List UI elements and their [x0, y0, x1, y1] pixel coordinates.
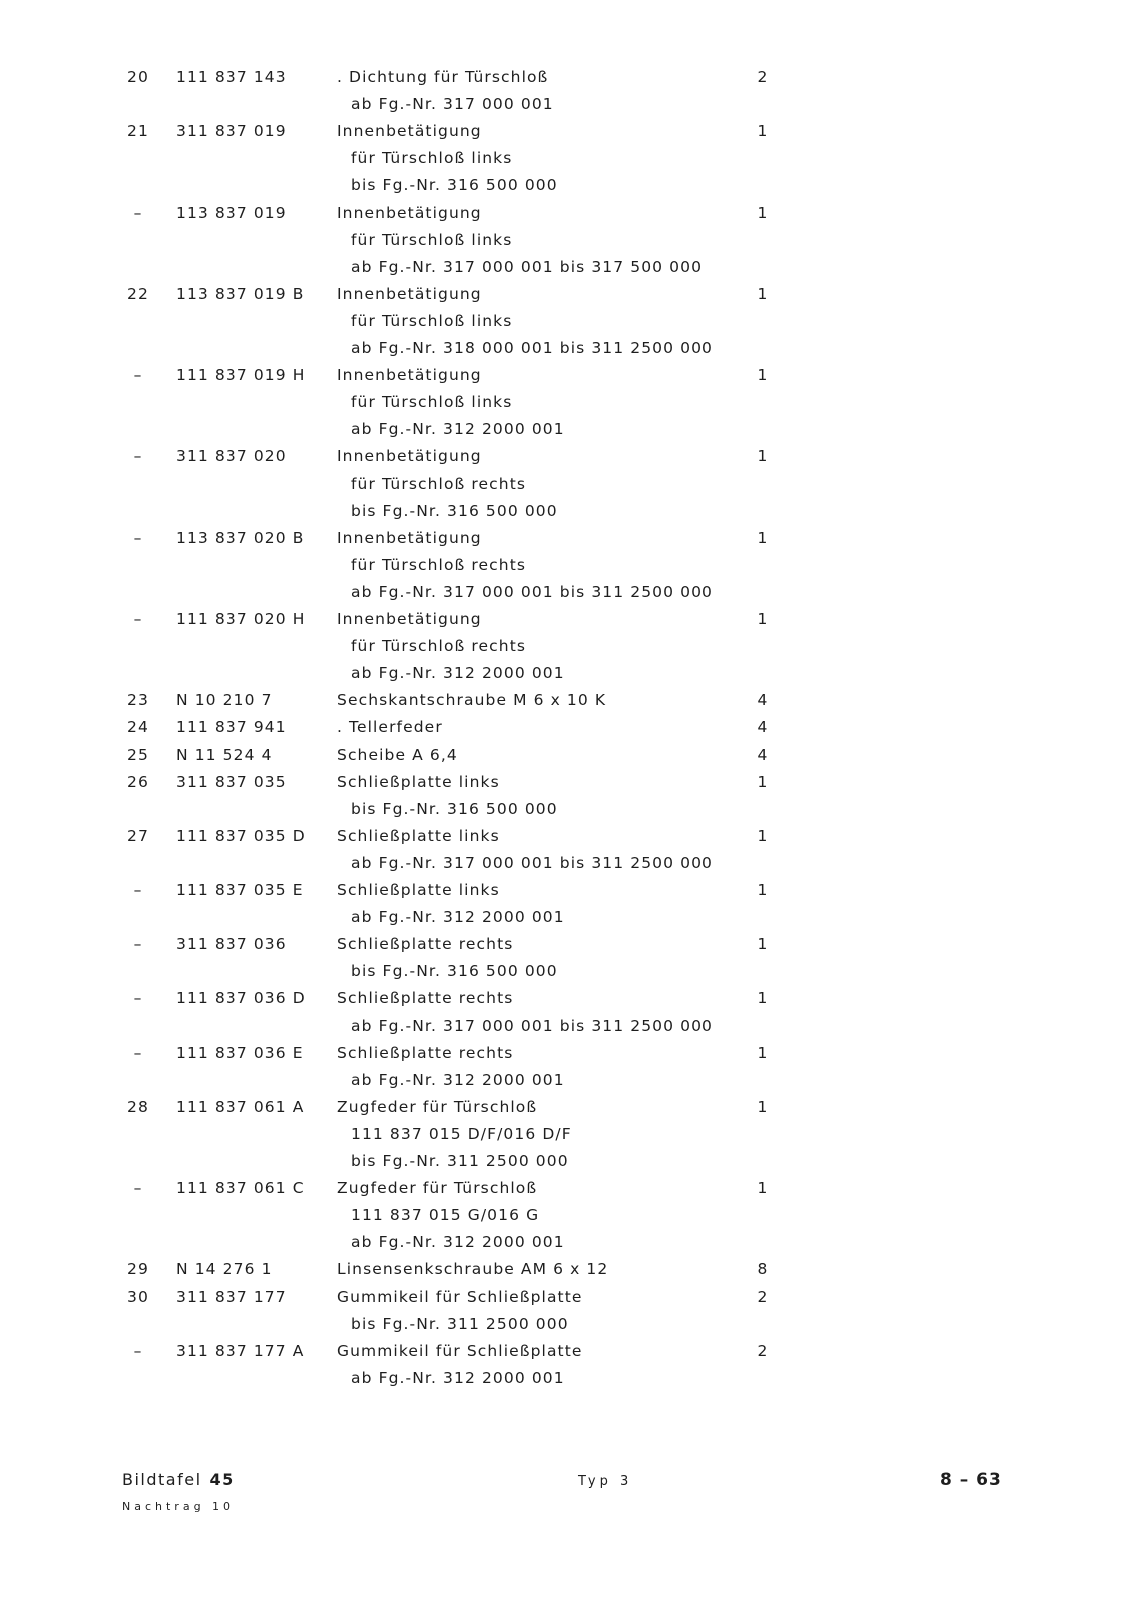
part-description: Zugfeder für Türschloß [337, 1179, 538, 1198]
part-quantity: 1 [757, 284, 769, 303]
part-description: Innenbetätigung [337, 203, 482, 222]
page-number: 8 – 63 [940, 1470, 1002, 1490]
part-description: Innenbetätigung [337, 122, 482, 141]
part-detail-line [0, 471, 1137, 498]
part-quantity: 1 [757, 881, 769, 899]
supplement-note: Nachtrag 10 [122, 1500, 235, 1513]
part-detail: für Türschloß links [351, 230, 513, 249]
part-number: 111 837 143 [176, 68, 287, 86]
part-position: 24 [127, 718, 149, 737]
part-position: 28 [127, 1097, 149, 1116]
part-description: Gummikeil für Schließplatte [337, 1341, 583, 1360]
part-position: – [133, 1043, 143, 1062]
part-description: Innenbetätigung [337, 447, 482, 466]
part-description: . Tellerfeder [337, 718, 443, 737]
part-detail: ab Fg.-Nr. 312 2000 001 [351, 1070, 565, 1089]
part-description: Innenbetätigung [337, 528, 482, 547]
part-detail-line [0, 552, 1137, 579]
part-description: Sechskantschraube M 6 x 10 K [337, 691, 607, 710]
part-detail: bis Fg.-Nr. 316 500 000 [351, 799, 558, 818]
part-position: 29 [127, 1260, 149, 1279]
part-detail-line [0, 172, 1137, 199]
part-description: Schließplatte rechts [337, 1043, 514, 1062]
part-detail: für Türschloß rechts [351, 555, 527, 574]
part-quantity: 8 [757, 1260, 769, 1279]
part-detail: bis Fg.-Nr. 316 500 000 [351, 962, 558, 981]
part-number: 111 837 035 D [176, 826, 306, 845]
part-row [0, 606, 1137, 633]
part-row [0, 1256, 1137, 1283]
part-detail: für Türschloß links [351, 311, 513, 330]
part-detail-line [0, 660, 1137, 687]
part-number: 311 837 177 [176, 1287, 287, 1306]
part-number: 111 837 019 H [176, 366, 306, 385]
part-number: 111 837 035 E [176, 881, 304, 899]
part-detail: ab Fg.-Nr. 312 2000 001 [351, 1368, 565, 1387]
part-row [0, 64, 1137, 91]
part-detail-line [0, 1121, 1137, 1148]
part-quantity: 1 [757, 826, 769, 845]
part-number: 113 837 019 B [176, 284, 305, 303]
part-detail-line [0, 1148, 1137, 1175]
part-quantity: 2 [757, 1341, 769, 1360]
part-row [0, 525, 1137, 552]
part-detail-line [0, 796, 1137, 823]
part-quantity: 1 [757, 122, 769, 141]
part-detail: ab Fg.-Nr. 318 000 001 bis 311 2500 000 [351, 339, 713, 357]
part-detail-line [0, 1365, 1137, 1392]
part-position: 25 [127, 745, 149, 764]
part-row [0, 769, 1137, 796]
part-detail-line [0, 227, 1137, 254]
part-detail-line [0, 1067, 1137, 1094]
part-detail-line [0, 904, 1137, 931]
part-detail-line [0, 389, 1137, 416]
part-quantity: 4 [757, 745, 769, 764]
part-detail: bis Fg.-Nr. 316 500 000 [351, 501, 558, 520]
part-number: N 10 210 7 [176, 691, 273, 710]
part-number: N 14 276 1 [176, 1260, 273, 1279]
part-quantity: 1 [757, 935, 769, 954]
plate-label: Bildtafel [122, 1470, 202, 1489]
part-quantity: 1 [757, 528, 769, 547]
part-detail-line [0, 254, 1137, 281]
part-detail: für Türschloß rechts [351, 637, 527, 656]
part-detail-line [0, 579, 1137, 606]
part-detail: ab Fg.-Nr. 312 2000 001 [351, 908, 565, 927]
part-detail-line [0, 958, 1137, 985]
part-row [0, 443, 1137, 470]
part-position: – [133, 610, 143, 628]
part-description: Scheibe A 6,4 [337, 745, 458, 764]
part-quantity: 1 [757, 1097, 769, 1116]
part-detail: ab Fg.-Nr. 317 000 001 bis 311 2500 000 [351, 582, 713, 601]
part-description: Zugfeder für Türschloß [337, 1097, 538, 1116]
part-detail-line [0, 416, 1137, 443]
part-quantity: 1 [757, 1043, 769, 1062]
part-number: 111 837 036 D [176, 989, 306, 1008]
part-detail-line [0, 1311, 1137, 1338]
part-detail: ab Fg.-Nr. 317 000 001 bis 311 2500 000 [351, 853, 713, 872]
part-row [0, 931, 1137, 958]
part-quantity: 1 [757, 203, 769, 222]
part-detail-line [0, 850, 1137, 877]
part-quantity: 2 [757, 1287, 769, 1306]
part-number: 311 837 020 [176, 447, 287, 466]
part-quantity: 4 [757, 718, 769, 737]
part-detail-line [0, 308, 1137, 335]
part-position: 21 [127, 122, 149, 141]
part-detail: für Türschloß rechts [351, 474, 527, 493]
part-detail-line [0, 1229, 1137, 1256]
part-detail: ab Fg.-Nr. 312 2000 001 [351, 1233, 565, 1252]
part-description: Schließplatte rechts [337, 935, 514, 954]
part-position: – [133, 935, 143, 954]
part-detail: ab Fg.-Nr. 317 000 001 [351, 95, 554, 114]
part-detail-line [0, 91, 1137, 118]
part-row [0, 985, 1137, 1012]
part-position: – [133, 366, 143, 385]
part-position: 23 [127, 691, 149, 710]
part-position: – [133, 203, 143, 222]
part-quantity: 1 [757, 1179, 769, 1198]
part-row [0, 742, 1137, 769]
part-quantity: 4 [757, 691, 769, 710]
part-position: – [133, 528, 143, 547]
part-position: – [133, 447, 143, 466]
part-position: – [133, 1341, 143, 1360]
part-detail: bis Fg.-Nr. 316 500 000 [351, 176, 558, 195]
plate-reference [122, 1470, 235, 1489]
part-quantity: 1 [757, 366, 769, 385]
part-row [0, 362, 1137, 389]
part-row [0, 1338, 1137, 1365]
part-description: Innenbetätigung [337, 366, 482, 385]
part-detail: für Türschloß links [351, 393, 513, 412]
part-quantity: 1 [757, 772, 769, 791]
part-number: 111 837 061 A [176, 1097, 305, 1116]
part-number: 311 837 035 [176, 772, 287, 791]
part-position: 30 [127, 1287, 149, 1306]
part-detail: 111 837 015 D/F/016 D/F [351, 1124, 572, 1143]
part-quantity: 1 [757, 989, 769, 1008]
part-detail: ab Fg.-Nr. 317 000 001 bis 311 2500 000 [351, 1016, 713, 1035]
part-detail: 111 837 015 G/016 G [351, 1206, 540, 1225]
part-row [0, 877, 1137, 904]
part-number: 111 837 020 H [176, 610, 306, 628]
part-detail-line [0, 145, 1137, 172]
part-description: Schließplatte rechts [337, 989, 514, 1008]
part-number: N 11 524 4 [176, 745, 273, 764]
part-description: Innenbetätigung [337, 284, 482, 303]
part-description: Gummikeil für Schließplatte [337, 1287, 583, 1306]
part-position: – [133, 881, 143, 899]
part-row [0, 1284, 1137, 1311]
part-number: 311 837 019 [176, 122, 287, 141]
part-quantity: 1 [757, 610, 769, 628]
part-detail-line [0, 498, 1137, 525]
part-number: 113 837 019 [176, 203, 287, 222]
part-position: 22 [127, 284, 149, 303]
plate-number: 45 [209, 1470, 235, 1489]
vehicle-type: Typ 3 [578, 1474, 633, 1489]
part-row [0, 823, 1137, 850]
part-detail: ab Fg.-Nr. 317 000 001 bis 317 500 000 [351, 257, 703, 276]
part-number: 111 837 941 [176, 718, 287, 737]
part-detail-line [0, 1202, 1137, 1229]
part-description: Schließplatte links [337, 772, 500, 791]
part-detail: für Türschloß links [351, 149, 513, 168]
part-position: – [133, 1179, 143, 1198]
part-row [0, 118, 1137, 145]
part-detail: bis Fg.-Nr. 311 2500 000 [351, 1314, 569, 1333]
part-position: 20 [127, 68, 149, 86]
part-row [0, 1175, 1137, 1202]
part-position: – [133, 989, 143, 1008]
part-description: Linsensenkschraube AM 6 x 12 [337, 1260, 609, 1279]
part-detail-line [0, 633, 1137, 660]
part-description: Schließplatte links [337, 881, 500, 899]
part-position: 27 [127, 826, 149, 845]
part-number: 311 837 036 [176, 935, 287, 954]
part-description: Schließplatte links [337, 826, 500, 845]
part-number: 113 837 020 B [176, 528, 305, 547]
part-number: 111 837 061 C [176, 1179, 305, 1198]
part-description: Innenbetätigung [337, 610, 482, 628]
part-row [0, 714, 1137, 741]
part-row [0, 281, 1137, 308]
part-detail: ab Fg.-Nr. 312 2000 001 [351, 664, 565, 683]
part-position: 26 [127, 772, 149, 791]
part-row [0, 200, 1137, 227]
part-quantity: 2 [757, 68, 769, 86]
part-detail-line [0, 335, 1137, 362]
part-detail: bis Fg.-Nr. 311 2500 000 [351, 1152, 569, 1170]
part-row [0, 687, 1137, 714]
part-detail-line [0, 1013, 1137, 1040]
part-quantity: 1 [757, 447, 769, 466]
part-number: 111 837 036 E [176, 1043, 304, 1062]
part-number: 311 837 177 A [176, 1341, 305, 1360]
part-row [0, 1094, 1137, 1121]
part-row [0, 1040, 1137, 1067]
part-description: . Dichtung für Türschloß [337, 68, 549, 86]
part-detail: ab Fg.-Nr. 312 2000 001 [351, 420, 565, 439]
page-footer [0, 1470, 1137, 1540]
